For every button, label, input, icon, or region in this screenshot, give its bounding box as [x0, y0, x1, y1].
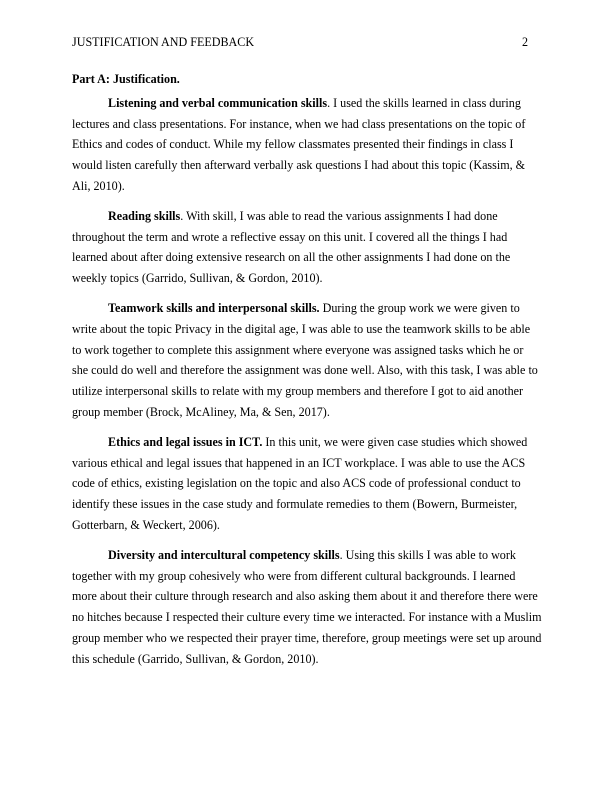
page-header [72, 34, 528, 50]
paragraph-text: During the group work we were given to write about the topic Privacy in the digital age, I was able to use the teamwork skills to be able to work together to complete this assignment where everyone was assigned tasks which he or she could do well and therefore the assignment was done well. Also, with this task, I was able to utilize interpersonal skills to relate with my group members and therefore I got to aid another group member (Brock, McAliney, Ma, & Sen, 2017). [72, 300, 538, 419]
paragraph-lead: Listening and verbal communication skills [108, 95, 328, 110]
paragraph-lead: Teamwork skills and interpersonal skills. [108, 300, 320, 315]
page-number: 2 [521, 35, 528, 49]
paragraph-lead: Diversity and intercultural competency skills [108, 547, 340, 562]
paragraph-reading [72, 206, 542, 289]
page-body [72, 69, 542, 679]
paragraph-lead: Reading skills [108, 208, 181, 223]
paragraph-text: . With skill, I was able to read the various assignments I had done throughout the term and wrote a reflective essay on this unit. I covered all the things I had learned about after doing extensive research on all the other assignments I had done on the weekly topics (Garrido, Sullivan, & Gordon, 2010). [72, 208, 511, 286]
paragraph-ethics [72, 432, 542, 536]
paragraph-text: . Using this skills I was able to work together with my group cohesively who were from different cultural backgrounds. I learned more about their culture through research and also asking them about it and therefore there were no hitches because I respected their culture every time we interacted. For instance with a Muslim group member who we respected their prayer time, therefore, group meetings were set up around this schedule (Garrido, Sullivan, & Gordon, 2010). [72, 547, 542, 666]
paragraph-text: In this unit, we were given case studies which showed various ethical and legal issues that happened in an ICT workplace. I was able to use the ACS code of ethics, existing legislation on the topic and also ACS code of professional conduct to identify these issues in the case study and formulate remedies to them (Bowern, Burmeister, Gotterbarn, & Weckert, 2006). [72, 434, 528, 532]
paragraph-listening [72, 93, 542, 197]
section-title: Part A: Justification. [72, 72, 180, 86]
paragraph-lead: Ethics and legal issues in ICT. [108, 434, 263, 449]
paragraph-text: . I used the skills learned in class during lectures and class presentations. For instance, when we had class presentations on the topic of Ethics and codes of conduct. While my fellow classmates presented their findings in class I would listen carefully then afterward verbally ask questions I had about this topic (Kassim, & Ali, 2010). [72, 95, 526, 193]
paragraph-teamwork [72, 298, 542, 423]
paragraph-diversity [72, 545, 542, 670]
running-head: JUSTIFICATION AND FEEDBACK [72, 35, 255, 49]
